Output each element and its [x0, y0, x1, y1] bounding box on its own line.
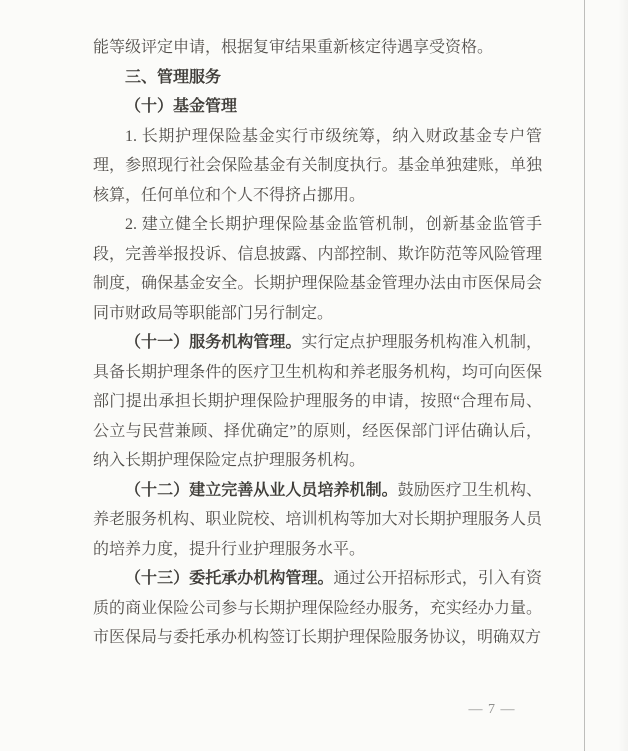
page-edge-line	[584, 0, 585, 751]
section-heading-management-services	[93, 63, 542, 93]
paragraph-lead: （十一）服务机构管理。	[125, 334, 302, 351]
paragraph-item-2	[93, 210, 542, 328]
paragraph-text: 鼓励医疗卫生机构、养老服务机构、职业院校、培训机构等加大对长期护理服务人员的培养力度，提升行业护理服务水平。	[93, 481, 542, 558]
paragraph-continuation	[93, 33, 542, 63]
paragraph-text: 通过公开招标形式，引入有资质的商业保险公司参与长期护理保险经办服务，充实经办力量。市医保局与委托承办机构签订长期护理保险服务协议，明确双方	[93, 570, 542, 646]
paragraph-text: 1. 长期护理保险基金实行市级统筹，纳入财政基金专户管理，参照现行社会保险基金有关制度执行。基金单独建账，单独核算，任何单位和个人不得挤占挪用。	[93, 127, 542, 204]
subsection-heading-text: （十）基金管理	[125, 98, 238, 115]
scan-shadow	[618, 0, 628, 751]
paragraph-entrusted-agency-management	[93, 564, 542, 653]
page-number: — 7 —	[468, 702, 516, 717]
subsection-heading-fund-management	[93, 92, 542, 122]
paragraph-lead: （十三）委托承办机构管理。	[125, 570, 334, 587]
paragraph-service-institution-management	[93, 328, 542, 476]
document-body	[93, 33, 542, 653]
paragraph-text: 能等级评定申请，根据复审结果重新核定待遇享受资格。	[93, 39, 494, 56]
paragraph-lead: （十二）建立完善从业人员培养机制。	[125, 481, 398, 499]
paragraph-text: 实行定点护理服务机构准入机制，具备长期护理条件的医疗卫生机构和养老服务机构，均可向医保部门提出承担长期护理保险护理服务的申请，按照“合理布局、公立与民营兼顾、择优确定”的原则，经医保部门评估确认后，纳入长期护理保险定点护理服务机构。	[93, 334, 542, 469]
section-heading-text: 三、管理服务	[125, 68, 222, 86]
paragraph-text: 2. 建立健全长期护理保险基金监管机制，创新基金监管手段，完善举报投诉、信息披露、内部控制、欺诈防范等风险管理制度，确保基金安全。长期护理保险基金管理办法由市医保局会同市财政局等职能部门另行制定。	[93, 216, 542, 322]
paragraph-personnel-training	[93, 476, 542, 565]
paragraph-item-1	[93, 122, 542, 211]
